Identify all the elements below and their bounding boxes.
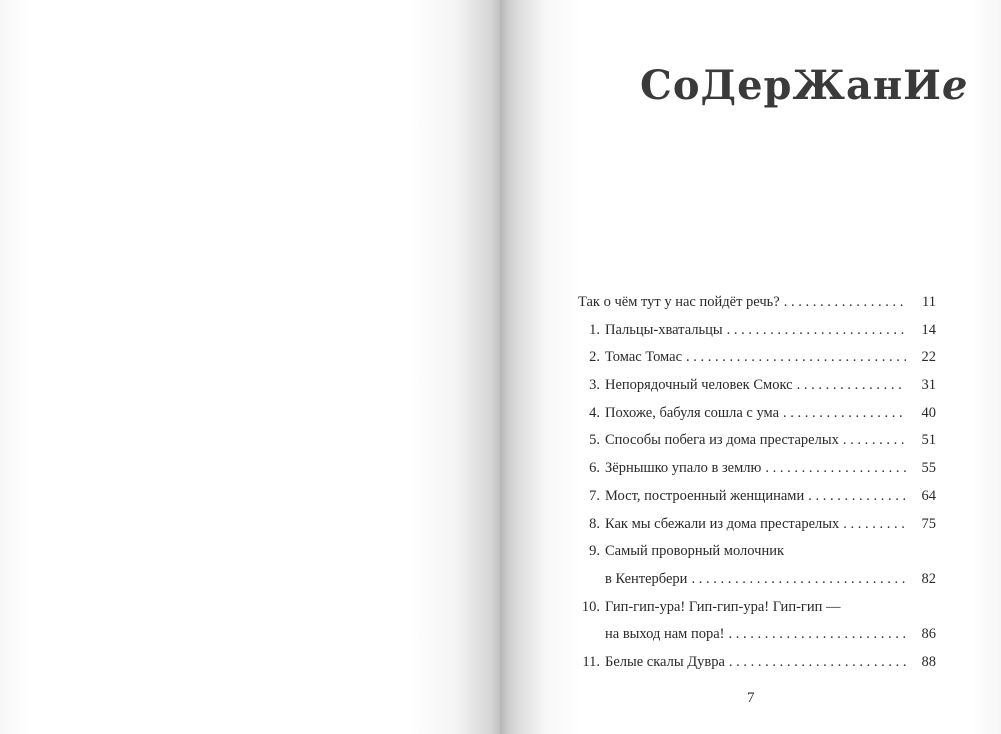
dot-leader [728, 624, 906, 645]
toc-entry-line2 [578, 624, 936, 652]
toc-entry-line1 [578, 597, 936, 625]
toc-page-number: 64 [921, 487, 936, 504]
toc-entry-title: Способы побега из дома престарелых [605, 432, 839, 449]
page-number: 7 [747, 690, 755, 706]
toc-page-number: 14 [921, 321, 936, 338]
dot-leader [729, 652, 906, 673]
toc-entry [578, 347, 936, 375]
toc-entry-line1 [578, 541, 936, 569]
dot-leader [686, 347, 906, 368]
chapter-number: 7. [589, 487, 600, 504]
dot-leader [727, 320, 906, 341]
chapter-number: 11. [582, 653, 600, 670]
dot-leader [783, 403, 906, 424]
chapter-number: 4. [589, 404, 600, 421]
toc-page-number: 82 [921, 570, 936, 587]
chapter-number: 1. [589, 321, 600, 338]
toc-page-number: 22 [921, 349, 936, 366]
dot-leader [797, 375, 906, 396]
toc-entry-intro [578, 292, 936, 320]
toc-page-number: 11 [922, 294, 936, 310]
toc-page-number: 75 [921, 515, 936, 532]
toc-entry [578, 430, 936, 458]
toc-entry-title: Как мы сбежали из дома престарелых [605, 515, 840, 532]
toc-entry-line2 [578, 569, 936, 597]
title-italic: е [941, 62, 969, 109]
toc-entry [578, 486, 936, 514]
chapter-number: 9. [589, 543, 600, 560]
toc-entry-title: Похоже, бабуля сошла с ума [605, 404, 780, 421]
toc-page-number: 88 [921, 653, 936, 670]
toc-entry-title: Самый проворный молочник [605, 543, 785, 560]
toc-page-number: 86 [921, 626, 936, 643]
chapter-number: 3. [589, 377, 600, 394]
toc-entry-title: Мост, построенный женщинами [605, 487, 805, 504]
toc-entry-title: Гип-гип-ура! Гип-гип-ура! Гип-гип — [605, 598, 841, 615]
toc-entry-title-continued: в Кентербери [605, 570, 688, 587]
toc-entry-title: Непорядочный человек Смокс [605, 377, 793, 394]
toc-entry-title: Пальцы-хватальцы [605, 321, 723, 338]
title-upright: СоДерЖанИ [640, 62, 942, 109]
chapter-number: 6. [589, 460, 600, 477]
toc-entry-title-continued: на выход нам пора! [605, 626, 725, 643]
table-of-contents [578, 292, 936, 680]
dot-leader [808, 486, 906, 507]
chapter-number: 8. [589, 515, 600, 532]
dot-leader [843, 514, 906, 535]
dot-leader [691, 569, 906, 590]
left-page [0, 0, 500, 734]
chapter-number: 5. [589, 432, 600, 449]
toc-entry [578, 514, 936, 542]
toc-page-number: 40 [921, 404, 936, 421]
toc-entry-title: Томас Томас [605, 349, 683, 366]
toc-page-number: 31 [921, 377, 936, 394]
toc-page-number: 55 [921, 460, 936, 477]
toc-entry [578, 403, 936, 431]
dot-leader [784, 292, 906, 313]
toc-entry-title: Белые скалы Дувра [605, 653, 725, 670]
dot-leader [765, 458, 906, 479]
toc-entry [578, 458, 936, 486]
chapter-number: 10. [581, 598, 600, 615]
toc-entry-title: Зёрнышко упало в землю [605, 460, 762, 477]
page-title [640, 62, 969, 109]
toc-entry [578, 652, 936, 680]
toc-entry [578, 375, 936, 403]
toc-page-number: 51 [921, 432, 936, 449]
dot-leader [843, 430, 906, 451]
chapter-number: 2. [589, 349, 600, 366]
toc-entry-title: Так о чём тут у нас пойдёт речь? [578, 294, 780, 310]
toc-entry [578, 320, 936, 348]
